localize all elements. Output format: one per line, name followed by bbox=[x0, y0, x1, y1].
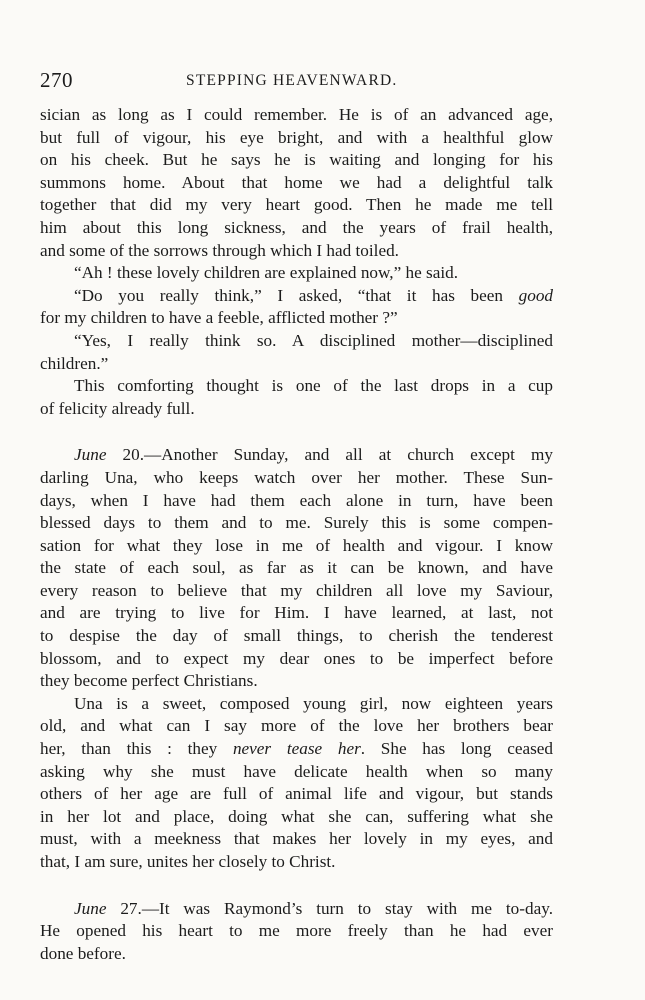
text-line: on his cheek. But he says he is waiting and longing for his bbox=[40, 150, 553, 170]
text-line: and are trying to live for Him. I have learned, at last, not bbox=[40, 603, 553, 623]
text-line: in her lot and place, doing what she can, suffering what she bbox=[40, 806, 553, 826]
paragraph-disciplined bbox=[40, 330, 553, 375]
paragraph-june-27 bbox=[40, 898, 553, 966]
text-line: blessed days to them and to me. Surely this is some compen- bbox=[40, 513, 553, 533]
text-line: the state of each soul, as far as it can be known, and have bbox=[40, 558, 553, 578]
text-line: June 27.—It was Raymond’s turn to stay with me to-day. bbox=[74, 898, 553, 918]
paragraph-lovely-children bbox=[40, 262, 553, 285]
italic-text: never tease her bbox=[232, 739, 361, 759]
text-line: Una is a sweet, composed young girl, now eighteen years bbox=[74, 693, 553, 713]
text-line: but full of vigour, his eye bright, and with a healthful glow bbox=[40, 127, 553, 147]
text-line: done before. bbox=[40, 943, 126, 963]
text-line: “Ah ! these lovely children are explained now,” he said. bbox=[74, 263, 459, 283]
text-line: days, when I have had them each alone in turn, have been bbox=[40, 490, 553, 510]
text-line: him about this long sickness, and the years of frail health, bbox=[40, 217, 553, 237]
text-line: asking why she must have delicate health when so many bbox=[40, 761, 553, 781]
page-header bbox=[40, 68, 570, 94]
text-line: must, with a meekness that makes her lovely in my eyes, and bbox=[40, 829, 553, 849]
text-line: This comforting thought is one of the last drops in a cup bbox=[74, 376, 553, 396]
text-line: that, I am sure, unites her closely to Christ. bbox=[40, 852, 336, 871]
text-line: children.” bbox=[40, 353, 109, 373]
text-line: blossom, and to expect my dear ones to be imperfect before bbox=[40, 648, 553, 668]
text-line: her, than this : they never tease her. She has long ceased bbox=[40, 739, 553, 759]
text-line: every reason to believe that my children all love my Saviour, bbox=[40, 580, 553, 600]
text-line: “Do you really think,” I asked, “that it has been good bbox=[74, 285, 553, 305]
text-line: of felicity already full. bbox=[40, 398, 195, 418]
text-line: sation for what they lose in me of health and vigour. I know bbox=[40, 535, 553, 555]
paragraph-continuation bbox=[40, 104, 553, 262]
text-line: to despise the day of small things, to cherish the tenderest bbox=[40, 626, 553, 646]
text-line: old, and what can I say more of the love her brothers bear bbox=[40, 716, 553, 736]
text-line: darling Una, who keeps watch over her mother. These Sun- bbox=[40, 467, 553, 487]
text-line: He opened his heart to me more freely than he had ever bbox=[40, 921, 553, 941]
entry-gap bbox=[40, 874, 553, 898]
body-text bbox=[40, 104, 553, 965]
text-line: together that did my very heart good. Then he made me tell bbox=[40, 195, 553, 215]
text-line: others of her age are full of animal life and vigour, but stands bbox=[40, 784, 553, 804]
paragraph-una bbox=[40, 693, 553, 874]
text-line: for my children to have a feeble, afflicted mother ?” bbox=[40, 308, 398, 328]
text-line: sician as long as I could remember. He is of an advanced age, bbox=[40, 105, 553, 124]
text-line: summons home. About that home we had a delightful talk bbox=[40, 172, 553, 192]
running-title: STEPPING HEAVENWARD. bbox=[186, 72, 398, 89]
page-number: 270 bbox=[40, 68, 73, 92]
date-label: June bbox=[74, 898, 107, 918]
paragraph-comforting-thought bbox=[40, 375, 553, 420]
entry-gap bbox=[40, 420, 553, 444]
paragraph-june-20 bbox=[40, 444, 553, 693]
text-line: “Yes, I really think so. A disciplined mother—disciplined bbox=[74, 330, 553, 350]
text-line: and some of the sorrows through which I had toiled. bbox=[40, 240, 399, 260]
date-label: June bbox=[74, 445, 107, 465]
text-line: June 20.—Another Sunday, and all at church except my bbox=[74, 445, 553, 465]
paragraph-do-you-really-think bbox=[40, 285, 553, 330]
italic-text: good bbox=[518, 285, 553, 305]
text-line: they become perfect Christians. bbox=[40, 671, 258, 691]
